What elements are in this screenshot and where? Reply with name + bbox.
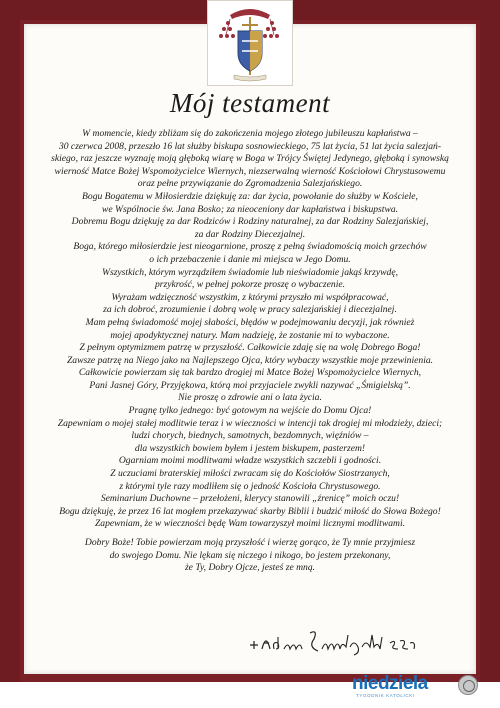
testament-line: Zapewniam o mojej stałej modlitwie teraz i w wieczności w intencji tak drogiej mi młodzieży, dzieci; [57, 417, 443, 429]
testament-body [40, 128, 460, 575]
testament-line: skiego, raz jeszcze wyznaję moją głęboką wiarę w Boga w Trójcy Świętej Jedynego, głęboką i synowską [51, 153, 449, 165]
signature-icon [248, 627, 418, 657]
testament-line: Z pełnym optymizmem patrzę w przyszłość. Całkowicie zdaję się na wolę Dobrego Boga! [79, 342, 421, 354]
testament-line: Zawsze patrzę na Niego jako na Najlepszego Ojca, który wybaczy wszystkie moje przewinienia. [66, 354, 434, 366]
testament-line: Wszystkich, którym wyrządziłem świadomie lub nieświadomie jakąś krzywdę, [101, 266, 399, 278]
testament-line: 30 czerwca 2008, przeszło 16 lat służby biskupa sosnowieckiego, 75 lat życia, 51 lat życia salezjań- [58, 140, 442, 152]
testament-line: Bogu Bogatemu w Miłosierdzie dziękuję za: dar życia, powołanie do służby w Kościele, [82, 190, 418, 202]
publisher-logo: niedziela [352, 673, 428, 694]
testament-line: za dar Rodziny Diecezjalnej. [194, 228, 306, 240]
testament-line: Pragnę tylko jednego: być gotowym na wejście do Domu Ojca! [128, 405, 372, 417]
testament-line: Zapewniam, że w wieczności będę Wam towarzyszył moimi licznymi modlitwami. [94, 518, 406, 530]
coat-of-arms-icon [207, 0, 293, 86]
testament-line: Bogu dziękuję, że przez 16 lat mogłem przekazywać skarby Biblii i budzić miłość do Słowa Bożego! [59, 505, 441, 517]
testament-line: Seminarium Duchowne – przełożeni, klerycy stanowili „źrenicę” moich oczu! [100, 493, 400, 505]
publisher-subtitle: TYGODNIK KATOLICKI [356, 693, 415, 698]
testament-line: we Wspólnocie św. Jana Bosko; za nieoceniony dar kapłaństwa i biskupstwa. [101, 203, 399, 215]
testament-line: Boga, którego miłosierdzie jest nieogarnione, proszę z pełną świadomością moich grzechów [73, 241, 427, 253]
testament-line: Pani Jasnej Góry, Przyjękowa, którą moi przyjaciele zwykli nazywać „Śmigielską”. [89, 379, 411, 391]
testament-line: Z uczuciami braterskiej miłości zwracam się do Kościołów Siostrzanych, [110, 468, 390, 480]
page-title: Mój testament [169, 88, 331, 118]
testament-line: za ich dobroć, zrozumienie i dobrą wolę w pracy salezjańskiej i diecezjalnej. [103, 304, 397, 316]
testament-line: Całkowicie powierzam się tak bardzo drogiej mi Matce Bożej Wspomożycielce Wiernych, [78, 367, 422, 379]
testament-line: Dobry Boże! Tobie powierzam moją przyszłość i wierzę gorąco, że Ty mnie przyjmiesz [84, 537, 416, 548]
testament-line: oraz pełne przywiązanie do Zgromadzenia Salezjańskiego. [137, 178, 363, 190]
testament-line: do swojego Domu. Nie lękam się niczego i nikogo, bo jestem przekonany, [109, 549, 391, 561]
testament-line: Nie proszę o zdrowie ani o lata życia. [178, 392, 322, 404]
testament-line: Dobremu Bogu dziękuję za dar Rodziców i Rodziny naturalnej, za dar Rodziny Salezjańskiej, [71, 216, 429, 228]
testament-line: o ich przebaczenie i danie mi miejsca w Jego Domu. [149, 253, 351, 265]
testament-line: że Ty, Dobry Ojcze, jesteś ze mną. [184, 562, 316, 574]
testament-line: ludzi chorych, biednych, samotnych, bezdomnych, więźniów – [131, 430, 369, 442]
testament-line: Mam pełną świadomość mojej słabości, błędów w podejmowaniu decyzji, jak również [85, 316, 415, 328]
testament-line: Ogarniam moimi modlitwami władze wszystkich szczebli i godności. [118, 455, 382, 467]
testament-line: W momencie, kiedy zbliżam się do zakończenia mojego złotego jubileuszu kapłaństwa – [82, 128, 418, 139]
testament-line: z którymi tyle razy modliłem się o jedność Kościoła Chrystusowego. [119, 480, 381, 492]
testament-line: Wyrażam wdzięczność wszystkim, z którymi przyszło mi współpracować, [111, 291, 389, 303]
testament-line: dla wszystkich bowiem byłem i jestem biskupem, pasterzem! [134, 442, 366, 454]
seal-icon [458, 675, 478, 695]
testament-line: wierność Matce Bożej Wspomożycielce Wiernych, niezserwalną wierność Kościołowi Chrystusowemu [54, 165, 446, 177]
testament-line: przykrość, w pełnej pokorze proszę o wybaczenie. [154, 279, 346, 291]
testament-line: mojej apodyktycznej natury. Mam nadzieję, że zostanie mi to wybaczone. [110, 329, 390, 341]
